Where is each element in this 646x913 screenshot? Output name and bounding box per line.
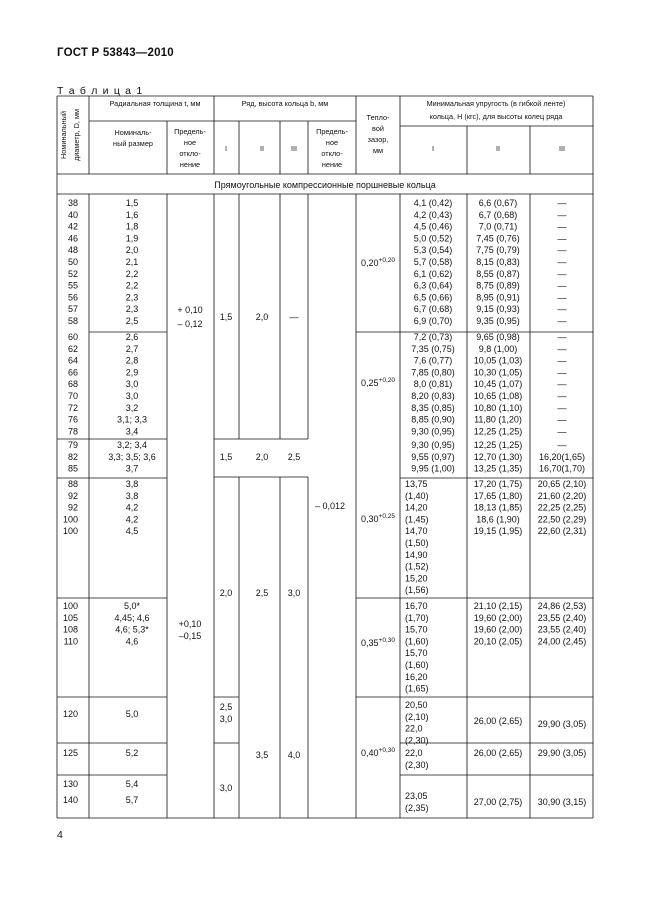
elasticity-i-cell: 20,50 <box>405 700 428 710</box>
elasticity-iii-cell: — <box>557 316 567 326</box>
head-diameter: Номинальный <box>59 111 68 159</box>
elasticity-i-cell: 4,5 (0,46) <box>413 221 453 232</box>
elasticity-i-cell: (1,60) <box>405 636 429 647</box>
elasticity-iii-cell: — <box>557 332 567 342</box>
head-thermal-gap: вой <box>372 124 384 133</box>
thermal-gap-cell: $0,30^{+0,25}$ <box>361 513 395 524</box>
elasticity-i-cell: 8,0 (0,81) <box>413 379 453 390</box>
elasticity-iii-cell: 22,50 (2,29) <box>537 514 587 525</box>
elasticity-ii-cell: 19,60 (2,00) <box>473 624 523 635</box>
tolerance-cell: – 0,12 <box>177 319 203 329</box>
diameter-cell: 60 <box>67 332 78 342</box>
head-row-ii: II <box>259 144 265 153</box>
elasticity-ii-cell: 11,80 (1,20) <box>474 414 522 425</box>
elasticity-i-cell: (1,52) <box>405 561 429 572</box>
elasticity-i-cell: 9,55 (0,97) <box>411 451 455 462</box>
row-i-cell: 1,5 <box>219 312 233 322</box>
elasticity-ii-cell: 20,10 (2,05) <box>473 636 523 647</box>
elasticity-iii-cell: 23,55 (2,40) <box>537 612 587 623</box>
diameter-cell: 76 <box>67 414 78 425</box>
head-thermal-gap: Тепло- <box>366 113 390 122</box>
tolerance-cell: +0,10 <box>178 619 202 629</box>
thermal-gap-cell: $0,20^{+0,20}$ <box>361 257 395 268</box>
elasticity-i-cell: 8,85 (0,90) <box>411 414 455 425</box>
diameter-cell: 56 <box>67 292 78 303</box>
thickness-cell: 2,8 <box>125 355 139 366</box>
elasticity-ii-cell: 17,65 (1,80) <box>473 490 523 501</box>
elasticity-ii-cell: 8,95 (0,91) <box>476 292 520 303</box>
elasticity-i-cell: 22,0 <box>405 723 423 734</box>
elasticity-iii-cell: 30,90 (3,15) <box>537 797 587 807</box>
elasticity-ii-cell: 26,00 (2,65) <box>473 748 523 758</box>
thermal-gap-cell: $0,40^{+0,30}$ <box>361 747 395 758</box>
head-deviation: ное <box>325 138 339 147</box>
thickness-cell: 3,0 <box>125 379 139 390</box>
elasticity-i-cell: 7,35 (0,75) <box>411 343 455 354</box>
row-i-cell: 1,5 <box>219 452 233 462</box>
head-deviation: ное <box>183 138 197 147</box>
head-row-i: I <box>224 144 228 153</box>
elasticity-iii-cell: — <box>557 233 567 244</box>
thickness-cell: 1,5 <box>125 198 139 208</box>
thickness-cell: 2,5 <box>125 316 139 326</box>
diameter-cell: 92 <box>67 502 78 513</box>
elasticity-ii-cell: 8,55 (0,87) <box>476 268 520 279</box>
thickness-cell: 2,7 <box>125 343 139 354</box>
diameter-cell: 78 <box>67 426 78 437</box>
thickness-cell: 3,1; 3,3 <box>116 414 148 425</box>
elasticity-iii-cell: — <box>557 209 567 220</box>
thickness-cell: 5,0 <box>125 709 139 719</box>
diameter-cell: 40 <box>67 209 78 220</box>
head-elasticity: Минимальная упругость (в гибкой ленте) <box>426 99 566 108</box>
elasticity-ii-cell: 10,05 (1,03) <box>473 355 523 366</box>
elasticity-ii-cell: 7,75 (0,79) <box>476 245 520 256</box>
diameter-cell: 46 <box>67 233 78 244</box>
thickness-cell: 3,2 <box>125 402 139 413</box>
row-iii-cell: — <box>289 312 299 322</box>
diameter-cell: 62 <box>67 343 78 354</box>
thickness-cell: 3,8 <box>125 479 139 489</box>
diameter-cell: 68 <box>67 379 78 390</box>
elasticity-i-cell: (1,65) <box>405 683 429 694</box>
head-radial-thickness: Радиальная толщина t, мм <box>109 99 201 108</box>
head-deviation: Предель- <box>174 127 206 136</box>
head-nominal-size: Номиналь- <box>114 128 152 137</box>
tolerance-cell: + 0,10 <box>177 305 203 315</box>
elasticity-ii-cell: 10,80 (1,10) <box>473 402 523 413</box>
head-deviation: откло- <box>321 149 343 158</box>
elasticity-ii-cell: 10,30 (1,05) <box>473 367 523 378</box>
row-i-cell: 2,5 <box>219 702 233 712</box>
row-iii-cell: 2,5 <box>287 452 301 462</box>
thermal-gap-cell: $0,35^{+0,30}$ <box>361 637 395 648</box>
elasticity-i-cell: 7,6 (0,77) <box>413 355 453 366</box>
elasticity-ii-cell: 7,0 (0,71) <box>478 221 518 232</box>
thickness-cell: 5,0* <box>123 601 141 611</box>
diameter-cell: 100 <box>62 514 78 525</box>
elasticity-i-cell: 9,30 (0,95) <box>411 426 455 437</box>
elasticity-i-cell: 15,70 <box>405 624 428 635</box>
elasticity-i-cell: 22,0 <box>405 748 423 758</box>
diameter-cell: 66 <box>67 367 78 378</box>
diameter-cell: 82 <box>67 451 78 462</box>
head-row-iii: III <box>290 144 298 153</box>
elasticity-iii-cell: — <box>557 402 567 413</box>
elasticity-ii-cell: 21,10 (2,15) <box>473 601 523 611</box>
head-thermal-gap: мм <box>372 146 384 155</box>
elasticity-i-cell: (1,45) <box>405 514 429 525</box>
head-ring-row: Ряд, высота кольца b, мм <box>241 99 329 108</box>
elasticity-iii-cell: — <box>557 198 567 208</box>
row-ii-cell: 3,5 <box>255 750 269 760</box>
elasticity-iii-cell: — <box>557 304 567 315</box>
diameter-cell: 140 <box>62 795 78 805</box>
elasticity-ii-cell: 8,15 (0,83) <box>476 257 520 267</box>
elasticity-i-cell: 9,95 (1,00) <box>411 463 455 474</box>
elasticity-ii-cell: 6,6 (0,67) <box>478 198 518 208</box>
elasticity-ii-cell: 26,00 (2,65) <box>473 716 523 726</box>
elasticity-i-cell: 14,90 <box>405 549 428 560</box>
elasticity-ii-cell: 12,25 (1,25) <box>473 440 523 450</box>
thickness-cell: 2,3 <box>125 292 139 303</box>
elasticity-ii-cell: 9,8 (1,00) <box>478 343 518 354</box>
thickness-cell: 2,2 <box>125 280 139 291</box>
head-deviation: нение <box>321 160 343 169</box>
elasticity-iii-cell: 22,25 (2,25) <box>537 502 587 513</box>
head-deviation: нение <box>179 160 201 169</box>
elasticity-ii-cell: 13,25 (1,35) <box>473 463 523 474</box>
diameter-cell: 88 <box>67 479 78 489</box>
elasticity-i-cell: 4,1 (0,42) <box>413 198 453 208</box>
thermal-gap-cell: $0,25^{+0,20}$ <box>361 377 395 388</box>
diameter-cell: 85 <box>67 463 78 474</box>
elasticity-iii-cell: 20,65 (2,10) <box>537 479 587 489</box>
elasticity-ii-cell: 27,00 (2,75) <box>473 797 523 807</box>
document-header: ГОСТ Р 53843—2010 <box>57 47 174 59</box>
elasticity-i-cell: (1,50) <box>405 538 429 548</box>
elasticity-ii-cell: 18,13 (1,85) <box>473 502 523 513</box>
thickness-cell: 2,1 <box>125 257 139 267</box>
elasticity-iii-cell: 29,90 (3,05) <box>537 748 587 758</box>
elasticity-ii-cell: 17,20 (1,75) <box>473 479 523 489</box>
elasticity-i-cell: (2,10) <box>405 711 429 722</box>
diameter-cell: 120 <box>62 709 78 719</box>
section-title: Прямоугольные компрессионные поршневые кольца <box>214 180 436 190</box>
head-diameter: диаметр, D, мм <box>72 108 81 162</box>
diameter-cell: 100 <box>62 526 78 537</box>
elasticity-i-cell: 5,7 (0,58) <box>413 257 453 267</box>
head-thermal-gap: зазор, <box>367 135 389 144</box>
elasticity-i-cell: (1,60) <box>405 660 429 670</box>
elasticity-i-cell: 16,70 <box>405 601 428 611</box>
elasticity-i-cell: (1,40) <box>405 490 429 501</box>
elasticity-i-cell: 6,3 (0,64) <box>413 280 453 291</box>
head-elast-iii: III <box>558 144 566 153</box>
row-i-cell: 2,0 <box>219 588 233 598</box>
diameter-cell: 52 <box>67 268 78 279</box>
diameter-cell: 130 <box>62 779 78 789</box>
diameter-cell: 50 <box>67 257 78 267</box>
elasticity-iii-cell: — <box>557 280 567 291</box>
elasticity-ii-cell: 7,45 (0,76) <box>476 233 520 244</box>
elasticity-i-cell: 5,3 (0,54) <box>413 245 453 256</box>
diameter-cell: 64 <box>67 355 78 366</box>
diameter-cell: 48 <box>67 245 78 256</box>
thickness-cell: 1,8 <box>125 221 139 232</box>
head-deviation: откло- <box>179 149 201 158</box>
thickness-cell: 1,9 <box>125 233 139 244</box>
thickness-cell: 3,7 <box>125 463 139 474</box>
diameter-cell: 70 <box>67 391 78 401</box>
elasticity-i-cell: (1,56) <box>405 585 429 596</box>
elasticity-iii-cell: — <box>557 221 567 232</box>
thickness-cell: 4,45; 4,6 <box>114 612 150 623</box>
row-i-cell: 3,0 <box>219 783 233 793</box>
elasticity-ii-cell: 9,35 (0,95) <box>476 316 520 326</box>
elasticity-i-cell: 23,05 <box>405 791 428 801</box>
thickness-cell: 3,8 <box>125 490 139 501</box>
page-number: 4 <box>57 829 63 841</box>
head-nominal-size: ный размер <box>113 139 153 148</box>
thickness-cell: 4,2 <box>125 502 139 513</box>
elasticity-iii-cell: — <box>557 426 567 437</box>
elasticity-i-cell: 9,30 (0,95) <box>411 440 455 450</box>
elasticity-i-cell: 16,20 <box>405 671 428 682</box>
elasticity-i-cell: 14,70 <box>405 526 428 537</box>
elasticity-iii-cell: — <box>557 268 567 279</box>
row-iii-cell: 4,0 <box>287 750 301 760</box>
diameter-cell: 110 <box>63 636 78 647</box>
elasticity-i-cell: 5,0 (0,52) <box>413 233 453 244</box>
row-ii-cell: 2,0 <box>255 452 269 462</box>
elasticity-i-cell: 6,1 (0,62) <box>413 268 453 279</box>
elasticity-iii-cell: — <box>557 292 567 303</box>
elasticity-i-cell: 13,75 <box>405 479 428 489</box>
elasticity-iii-cell: — <box>557 343 567 354</box>
row-i-cell: 3,0 <box>219 714 233 724</box>
tolerance-cell: –0,15 <box>178 631 202 641</box>
row-iii-cell: 3,0 <box>287 588 301 598</box>
elasticity-iii-cell: 29,90 (3,05) <box>537 719 587 729</box>
elasticity-iii-cell: 23,55 (2,40) <box>537 624 587 635</box>
elasticity-ii-cell: 10,45 (1,07) <box>473 379 523 390</box>
elasticity-iii-cell: 21,60 (2,20) <box>537 490 587 501</box>
elasticity-i-cell: 15,70 <box>405 648 428 659</box>
thickness-cell: 1,6 <box>125 209 139 220</box>
elasticity-ii-cell: 19,15 (1,95) <box>473 526 523 537</box>
elasticity-i-cell: 6,5 (0,66) <box>413 292 453 303</box>
elasticity-i-cell: (2,35) <box>405 802 429 813</box>
elasticity-iii-cell: — <box>557 414 567 425</box>
elasticity-i-cell: 4,2 (0,43) <box>413 209 453 220</box>
elasticity-i-cell: 7,85 (0,80) <box>411 367 455 378</box>
diameter-cell: 38 <box>67 198 78 208</box>
thickness-cell: 4,6; 5,3* <box>115 624 149 635</box>
elasticity-i-cell: 6,7 (0,68) <box>413 304 453 315</box>
elasticity-i-cell: (1,70) <box>405 612 429 623</box>
elasticity-ii-cell: 8,75 (0,89) <box>476 280 520 291</box>
elasticity-ii-cell: 10,65 (1,08) <box>473 391 523 401</box>
elasticity-iii-cell: — <box>557 355 567 366</box>
diameter-cell: 105 <box>62 612 78 623</box>
thickness-cell: 3,0 <box>125 391 139 401</box>
elasticity-i-cell: (2,30) <box>405 759 429 770</box>
diameter-cell: 108 <box>62 624 78 635</box>
diameter-cell: 92 <box>67 490 78 501</box>
head-elast-ii: II <box>495 144 501 153</box>
thickness-cell: 5,4 <box>125 779 139 789</box>
elasticity-iii-cell: — <box>557 245 567 256</box>
diameter-cell: 57 <box>67 304 78 315</box>
thickness-cell: 5,2 <box>125 748 139 758</box>
diameter-cell: 125 <box>62 748 78 758</box>
thickness-cell: 2,3 <box>125 304 139 315</box>
elasticity-ii-cell: 9,65 (0,98) <box>476 332 520 342</box>
deviation-cell: – 0,012 <box>314 501 346 511</box>
elasticity-iii-cell: — <box>557 257 567 267</box>
diameter-cell: 79 <box>67 440 78 450</box>
elasticity-ii-cell: 18,6 (1,90) <box>476 514 520 525</box>
elasticity-i-cell: 15,20 <box>405 573 428 584</box>
table-caption: Т а б л и ц а 1 <box>57 85 144 97</box>
elasticity-i-cell: 6,9 (0,70) <box>413 316 453 326</box>
elasticity-iii-cell: — <box>557 367 567 378</box>
thickness-cell: 3,4 <box>125 426 139 437</box>
elasticity-iii-cell: 24,86 (2,53) <box>537 601 587 611</box>
elasticity-ii-cell: 9,15 (0,93) <box>476 304 520 315</box>
row-ii-cell: 2,0 <box>255 312 269 322</box>
diameter-cell: 72 <box>67 402 78 413</box>
elasticity-ii-cell: 12,70 (1,30) <box>473 451 523 462</box>
thickness-cell: 3,2; 3,4 <box>116 440 148 450</box>
elasticity-i-cell: 8,35 (0,85) <box>411 402 455 413</box>
elasticity-iii-cell: — <box>557 391 567 401</box>
elasticity-i-cell: 14,20 <box>405 502 428 513</box>
head-elasticity: кольца, Н (кгс), для высоты колец ряда <box>429 112 563 121</box>
elasticity-ii-cell: 12,25 (1,25) <box>473 426 523 437</box>
elasticity-iii-cell: — <box>557 379 567 390</box>
thickness-cell: 4,2 <box>125 514 139 525</box>
thickness-cell: 2,2 <box>125 268 139 279</box>
thickness-cell: 2,6 <box>125 332 139 342</box>
thickness-cell: 3,3; 3,5; 3,6 <box>108 451 156 462</box>
elasticity-i-cell: 8,20 (0,83) <box>411 391 455 401</box>
elasticity-iii-cell: 16,70(1,70) <box>538 463 586 474</box>
elasticity-iii-cell: 16,20(1,65) <box>538 451 586 462</box>
thickness-cell: 4,5 <box>125 526 139 537</box>
diameter-cell: 100 <box>62 601 78 611</box>
elasticity-iii-cell: 24,00 (2,45) <box>537 636 587 647</box>
thickness-cell: 2,0 <box>125 245 139 256</box>
diameter-cell: 42 <box>67 221 78 232</box>
elasticity-ii-cell: 6,7 (0,68) <box>478 209 518 220</box>
diameter-cell: 58 <box>67 316 78 326</box>
elasticity-i-cell: 7,2 (0,73) <box>413 332 453 342</box>
elasticity-i-cell: (2,30) <box>405 735 429 746</box>
head-elast-i: I <box>431 144 435 153</box>
elasticity-ii-cell: 19,60 (2,00) <box>473 612 523 623</box>
diameter-cell: 55 <box>67 280 78 291</box>
row-ii-cell: 2,5 <box>255 588 269 598</box>
thickness-cell: 2,9 <box>125 367 139 378</box>
elasticity-iii-cell: 22,60 (2,31) <box>537 526 587 537</box>
thickness-cell: 5,7 <box>125 795 139 805</box>
elasticity-iii-cell: — <box>557 440 567 450</box>
head-deviation: Предель- <box>316 127 348 136</box>
thickness-cell: 4,6 <box>125 636 139 647</box>
